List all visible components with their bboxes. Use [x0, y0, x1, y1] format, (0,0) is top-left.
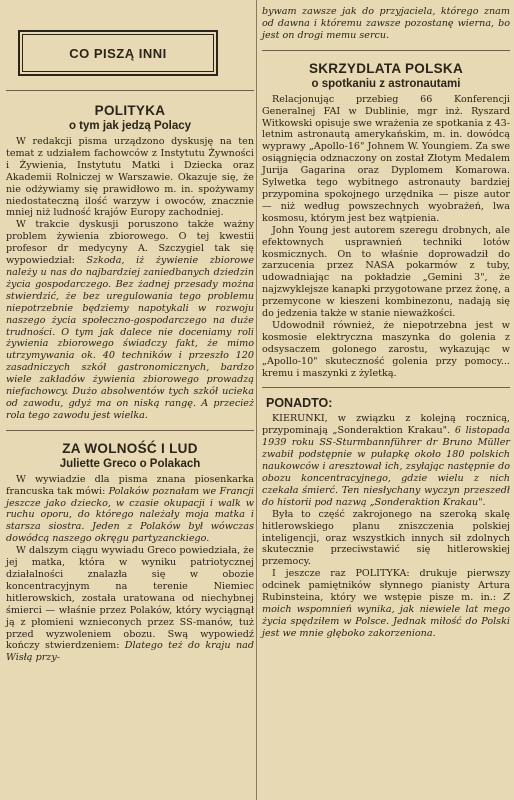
quote: Polaków poznałam we Francji jeszcze jako dziecko, w czasie okupacji i walk w ruchu oporu, do którego należały moja matka i starsza siostra. Jeden z Polaków był wówczas dowódcą naszego okręgu partyzanckiego.: [6, 485, 255, 545]
article-za-wolnosc: [6, 441, 254, 665]
article-ponadto: [262, 396, 510, 639]
article-rule: [262, 50, 510, 51]
paragraph: John Young jest autorem szeregu drobnych, ale efektownych usprawnień techniki lotów kosmicznych. On to właśnie doprowadził do zarzucenia przez NASA pokarmów z tuby, udowadniając na pokładzie „Gemini 3", że najzwyklejsze kanapki przygotowane przez żonę, a przemycone w kieszeni kombinezonu, nadają się do jedzenia także w stanie nieważkości.: [262, 224, 510, 320]
article-source: POLITYKA: [94, 103, 166, 118]
right-column: [262, 0, 510, 640]
paragraph: W trakcie dyskusji poruszono także ważny problem żywienia zbiorowego. O tej kwestii profesor dr medycyny A. Szczygiel tak się wypowiedział: Szkoda, iż żywienie zbiorowe należy u nas do najbardziej zaniedbanych dziedzin życia gospodarczego. Bez żadnej przesady można stwierdzić, że bez uregulowania tego problemu niepotrzebnie będziemy napotykali w rozwoju naszego życia społeczno-gospodarczego na duże trudności. O tym jak dalece nie doceniamy roli żywienia zbiorowego świadczy fakt, że mimo utrzymywania ok. 40 techników i przeszło 120 zasadniczych szkół gastronomicznych, bardzo wiele zakładów żywienia zbiorowego prowadzą niefachowcy. Dużo absolwentów tych szkół ucieka od zawodu, gdyż ma on niską rangę. A przecież rola tego zawodu jest wielka.: [6, 219, 254, 421]
header-rule: [6, 90, 254, 91]
article-source: PONADTO:: [266, 396, 333, 411]
paragraph: KIERUNKI, w związku z kolejną rocznicą, przypominają „Sonderaktion Krakau". 6 listopada 1939 roku SS-Sturmbannführer dr Bruno Müller zwabił podstępnie w pułapkę około 180 polskich naukowców i aresztował ich, zsyłając następnie do obozu koncentracyjnego, gdzie wielu z nich czekała śmierć. Ten niesłychany wyczyn przeszedł do historii pod nazwą „Sonderaktion Krakau".: [262, 413, 510, 508]
paragraph: Relacjonując przebieg 66 Konferencji Generalnej FAI w Dublinie, mgr inż. Ryszard Witkowski opisuje swe wrażenia ze spotkania z 43-letnim astronautą amerykańskim, m. in. dowódcą wyprawy „Apollo-16" Johnem W. Youngiem. Za swe osiągnięcia odznaczony on został Złotym Medalem Jurija Gagarina oraz Dyplomem Komarowa. Sylwetka tego wybitnego astronauty bardziej przypomina spokojnego urzędnika — pisze autor — niż według powszechnych wyobrażeń, lwa kosmosu, którym jest bez wątpienia.: [262, 93, 510, 224]
article-rule: [6, 430, 254, 431]
paragraph: W dalszym ciągu wywiadu Greco powiedziała, że jej matka, która w wyniku patriotycznej działalności znalazła się w obozie koncentracyjnym na terenie Niemiec hitlerowskich, została uratowana od niechybnej śmierci — właśnie przez Polaków, który wyciągnął ją z płomieni wznieconych przez SS-manów, tuż przed wyzwoleniem obozu. Swą wypowiedź kończy stwierdzeniem: Dlatego też do kraju nad Wisłą przy-: [6, 545, 254, 664]
article-skrzydlata: [262, 61, 510, 380]
article-rule: [262, 387, 510, 388]
article-polityka: [6, 103, 254, 422]
paragraph: W redakcji pisma urządzono dyskusję na ten temat z udziałem fachowców z Instytutu Żywności i Żywienia, Instytutu Matki i Dziecka oraz Akademii Rolniczej w Warszawie. Okazuje się, że nie odżywiamy się prawidłowo m. in. spożywamy niedostateczną ilość warzyw i owoców, znacznie mniej niż ludność krajów Europy zachodniej.: [6, 136, 254, 219]
paragraph: W wywiadzie dla pisma znana piosenkarka francuska tak mówi: Polaków poznałam we Francji jeszcze jako dziecko, w czasie okupacji i walk w ruchu oporu, do którego należały moja matka i starsza siostra. Jeden z Polaków był wówczas dowódcą naszego okręgu partyzanckiego.: [6, 473, 255, 545]
article-source: ZA WOLNOŚĆ I LUD: [62, 440, 198, 456]
column-divider: [256, 0, 257, 800]
left-column: [6, 0, 254, 664]
continued-quote: bywam zawsze jak do przyjaciela, którego znam od dawna i któremu zawsze pozostanę wierna, bo jest on drogi memu sercu.: [262, 6, 510, 41]
section-box-title: CO PISZĄ INNI: [18, 30, 218, 76]
article-headline: Juliette Greco o Polakach: [59, 457, 201, 470]
paragraph: Była to część zakrojonego na szeroką skalę hitlerowskiego planu zniszczenia polskiej inteligencji, oraz wszystkich innych sił zdolnych skutecznie przeciwstawić się hitlerowskiej przemocy.: [262, 508, 510, 568]
quote: Dlatego też do kraju nad Wisłą przy-: [6, 640, 254, 664]
article-headline: o tym jak jedzą Polacy: [68, 120, 192, 132]
quote: Szkoda, iż żywienie zbiorowe należy u nas do najbardziej zaniedbanych dziedzin życia gospodarczego. Bez żadnej przesady można stwierdzić, że bez uregulowania tego problemu niepotrzebnie będziemy napotykali w rozwoju naszego życia społeczno-gospodarczego na duże trudności. O tym jak dalece nie doceniamy roli żywienia zbiorowego świadczy fakt, że mimo utrzymywania ok. 40 techników i przeszło 120 zasadniczych szkół gastronomicznych, bardzo wiele zakładów żywienia zbiorowego prowadzą niefachowcy. Dużo absolwentów tych szkół ucieka od zawodu, gdyż ma on niską rangę. A przecież rola tego zawodu jest wielka.: [6, 255, 254, 421]
quote: Z moich wspomnień wynika, jak niewiele lat mego życia spędziłem w Polsce. Jednak miłość do Polski jest we mnie głęboko zakorzeniona.: [262, 592, 510, 639]
paragraph: I jeszcze raz POLITYKA: drukuje pierwszy odcinek pamiętników słynnego pianisty Artura Rubinsteina, który we wstępie pisze m. in.: Z moich wspomnień wynika, jak niewiele lat mego życia spędziłem w Polsce. Jednak miłość do Polski jest we mnie głęboko zakorzeniona.: [262, 568, 510, 639]
paragraph: Udowodnił również, że niepotrzebna jest w kosmosie elektryczna maszynka do golenia z odsysaczem golonego zarostu, wykazując w „Apollo-10" skuteczność golenia przy pomocy... kremu i maszynki z żyletką.: [262, 319, 510, 379]
quote: 6 listopada 1939 roku SS-Sturmbannführer dr Bruno Müller zwabił podstępnie w pułapkę około 180 polskich naukowców i aresztował ich, zsyłając następnie do obozu koncentracyjnego, gdzie wielu z nich czekała śmierć. Ten niesłychany wyczyn przeszedł do historii pod nazwą „Sonderaktion Krakau".: [262, 425, 510, 508]
article-source: SKRZYDLATA POLSKA: [308, 60, 464, 76]
article-headline: o spotkaniu z astronautami: [311, 77, 461, 90]
